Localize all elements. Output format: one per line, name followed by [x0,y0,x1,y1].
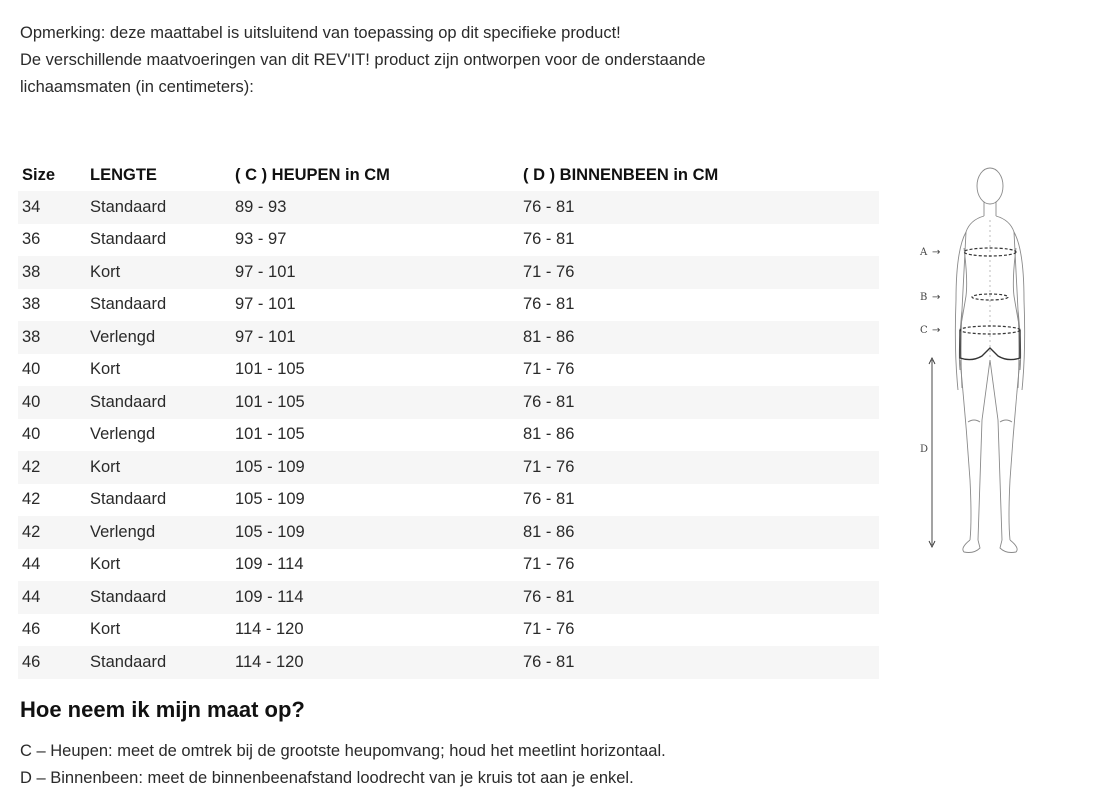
intro-description-cont: lichaamsmaten (in centimeters): [20,78,254,96]
cell-size: 42 [18,516,86,549]
cell-inseam: 76 - 81 [523,490,575,509]
cell-length: Standaard [86,191,231,224]
cell-inseam: 76 - 81 [519,646,879,679]
cell-hips: 114 - 120 [235,620,304,639]
cell-size: 38 [18,321,86,354]
label-d: D [920,444,929,455]
cell-size: 44 [22,555,41,574]
cell-size: 42 [22,490,41,509]
size-table-row [18,419,879,452]
body-measurement-figure [912,160,1042,560]
cell-length: Kort [86,256,231,289]
cell-hips: 109 - 114 [235,555,304,574]
cell-inseam: 81 - 86 [523,425,575,444]
cell-inseam: 81 - 86 [519,321,879,354]
cell-inseam: 81 - 86 [519,516,879,549]
header-length: LENGTE [90,165,157,184]
cell-length: Standaard [86,386,231,419]
cell-inseam: 76 - 81 [519,581,879,614]
size-table-row [18,516,879,549]
cell-hips: 105 - 109 [231,451,519,484]
inseam-instruction: D – Binnenbeen: meet de binnenbeenafstand loodrecht van je kruis tot aan je enkel. [20,769,634,787]
cell-size: 44 [18,581,86,614]
cell-hips: 101 - 105 [235,360,305,379]
intro-note: Opmerking: deze maattabel is uitsluitend van toepassing op dit specifieke product! [20,24,621,42]
intro-description: De verschillende maatvoeringen van dit REV'IT! product zijn ontworpen voor de onderstaande [20,51,706,69]
cell-length: Kort [90,555,121,574]
size-table-row [18,614,879,647]
measure-lines [929,248,1020,547]
cell-length: Standaard [86,581,231,614]
label-c: C [920,325,928,336]
size-chart-intro [20,20,706,101]
size-table-row [18,646,879,679]
cell-inseam: 76 - 81 [519,191,879,224]
cell-size: 46 [22,620,41,639]
cell-inseam: 76 - 81 [519,386,879,419]
label-b-arrow: → [932,292,941,303]
cell-length: Standaard [90,230,167,249]
cell-size: 40 [22,425,41,444]
label-c-arrow: → [932,325,941,336]
cell-hips: 97 - 101 [235,295,296,314]
cell-length: Standaard [90,295,167,314]
cell-length: Verlengd [90,425,156,444]
size-table [18,159,879,679]
body-figure-svg [912,160,1042,560]
howto-heading: Hoe neem ik mijn maat op? [20,697,305,722]
cell-hips: 105 - 109 [231,516,519,549]
cell-inseam: 71 - 76 [519,256,879,289]
size-table-row [18,256,879,289]
cell-hips: 105 - 109 [235,490,305,509]
cell-hips: 97 - 101 [231,321,519,354]
cell-size: 34 [18,191,86,224]
hips-instruction: C – Heupen: meet de omtrek bij de grootste heupomvang; houd het meetlint horizontaal. [20,742,666,760]
label-a: A [920,247,928,258]
size-table-row [18,549,879,582]
cell-size: 42 [18,451,86,484]
cell-inseam: 76 - 81 [523,230,575,249]
cell-size: 40 [22,360,41,379]
size-table-row [18,321,879,354]
size-table-row [18,581,879,614]
cell-size: 40 [18,386,86,419]
cell-hips: 109 - 114 [231,581,519,614]
cell-length: Kort [86,451,231,484]
cell-inseam: 71 - 76 [523,360,575,379]
cell-inseam: 71 - 76 [523,555,575,574]
cell-length: Standaard [90,490,167,509]
cell-inseam: 76 - 81 [523,295,575,314]
cell-size: 46 [18,646,86,679]
size-table-row [18,484,879,517]
label-a-arrow: → [932,247,941,258]
label-b: B [920,292,928,303]
cell-size: 36 [22,230,41,249]
cell-size: 38 [22,295,41,314]
cell-hips: 101 - 105 [235,425,305,444]
cell-length: Standaard [86,646,231,679]
cell-hips: 93 - 97 [235,230,287,249]
cell-hips: 97 - 101 [231,256,519,289]
cell-inseam: 71 - 76 [523,620,575,639]
howto-notes [20,738,666,792]
size-table-row [18,354,879,387]
header-inseam: ( D ) BINNENBEEN in CM [523,165,719,184]
cell-length: Kort [90,360,121,379]
cell-hips: 114 - 120 [231,646,519,679]
cell-length: Verlengd [86,321,231,354]
size-table-row [18,191,879,224]
body-outline [955,168,1024,553]
size-table-row [18,451,879,484]
cell-size: 38 [18,256,86,289]
cell-length: Kort [90,620,121,639]
cell-hips: 101 - 105 [231,386,519,419]
cell-length: Verlengd [86,516,231,549]
cell-hips: 89 - 93 [231,191,519,224]
header-size: Size [22,165,56,184]
cell-inseam: 71 - 76 [519,451,879,484]
size-table-row [18,224,879,257]
size-table-row [18,386,879,419]
size-table-header [18,159,879,191]
size-table-row [18,289,879,322]
size-table-body [18,191,879,679]
header-hips: ( C ) HEUPEN in CM [235,165,390,184]
